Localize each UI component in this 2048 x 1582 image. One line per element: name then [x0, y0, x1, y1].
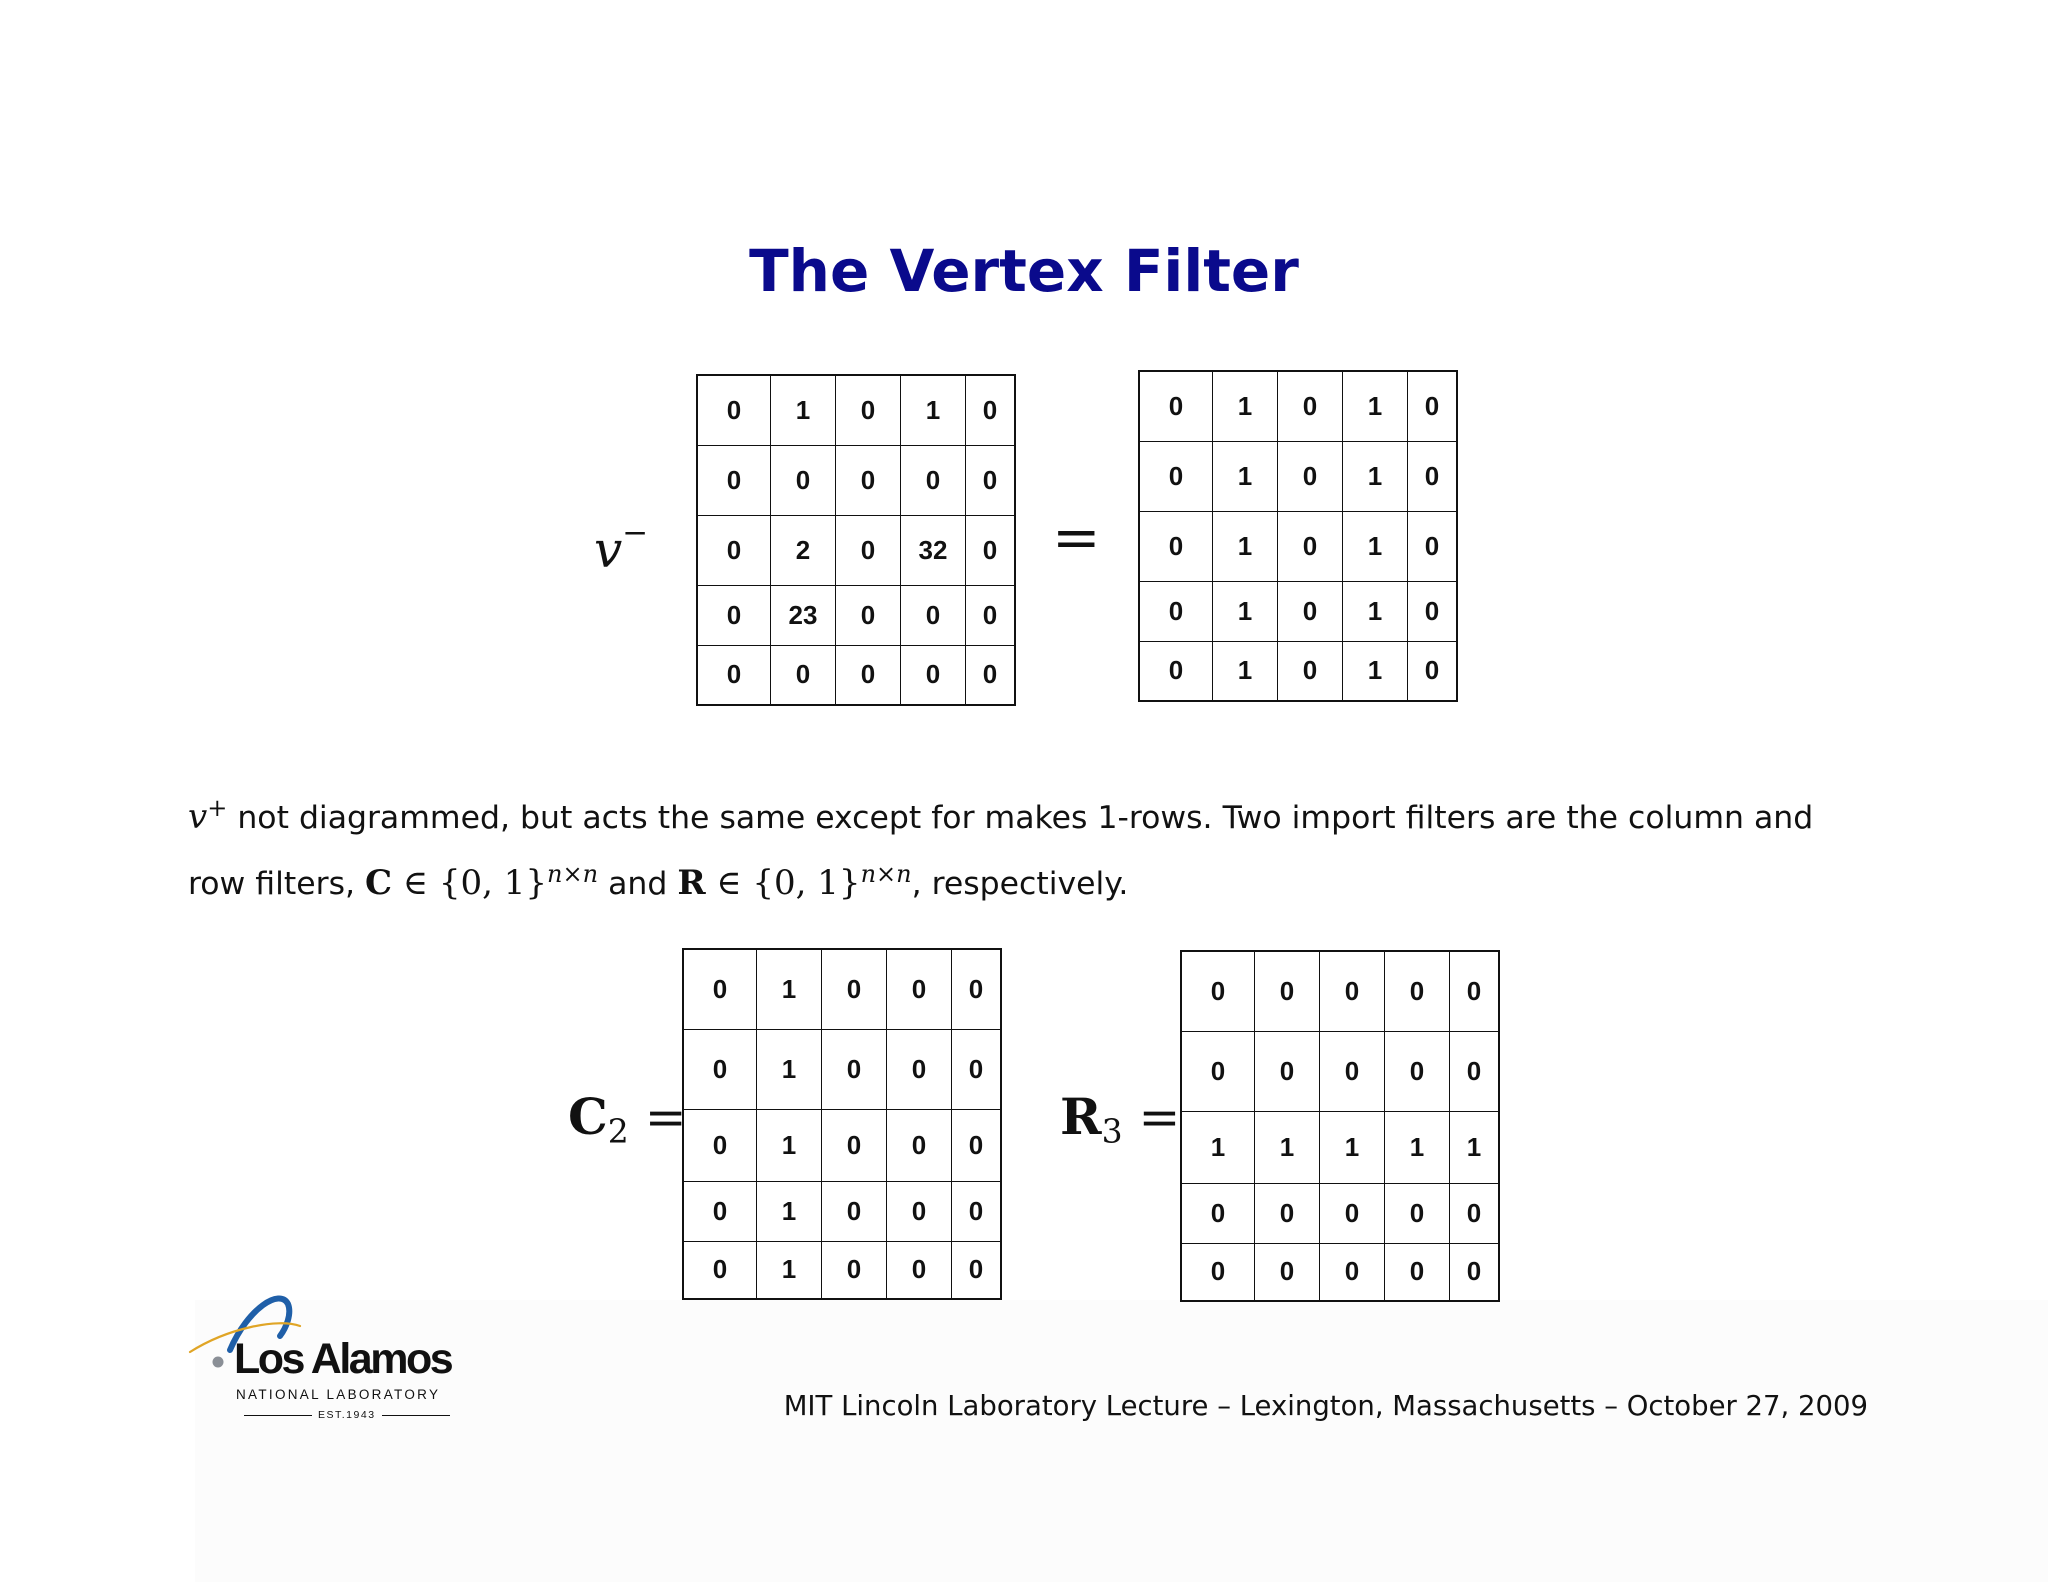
matrix-cell: 0	[1320, 1243, 1385, 1301]
matrix-cell: 0	[901, 645, 966, 705]
matrix-cell: 0	[1408, 371, 1458, 441]
matrix-row	[697, 515, 1015, 585]
r3-label	[1060, 1087, 1181, 1151]
matrix-cell: 0	[836, 445, 901, 515]
matrix-cell: 1	[901, 375, 966, 445]
matrix-cell: 0	[771, 445, 836, 515]
equals-sign-r: =	[1138, 1088, 1181, 1146]
matrix-cell: 0	[1450, 1183, 1500, 1243]
matrix-cell: 0	[836, 515, 901, 585]
minus-superscript: −	[622, 515, 649, 551]
matrix-cell: 1	[757, 1029, 822, 1109]
matrix-cell: 2	[771, 515, 836, 585]
matrix-cell: 1	[1343, 581, 1408, 641]
and-text: and	[598, 866, 678, 902]
matrix-cell: 0	[697, 515, 771, 585]
matrix-cell: 1	[757, 1181, 822, 1241]
matrix-cell: 0	[822, 1029, 887, 1109]
matrix-cell: 0	[1408, 511, 1458, 581]
matrix-cell: 1	[771, 375, 836, 445]
matrix-cell: 0	[1255, 1031, 1320, 1111]
matrix-row	[1181, 1031, 1499, 1111]
matrix-cell: 0	[1139, 441, 1213, 511]
matrix-row	[683, 1109, 1001, 1181]
r-symbol: R	[1060, 1087, 1102, 1146]
matrix-cell: 0	[836, 375, 901, 445]
c-subscript: 2	[607, 1111, 629, 1151]
matrix-cell: 0	[887, 949, 952, 1029]
matrix-cell: 0	[1385, 1243, 1450, 1301]
footer-text: MIT Lincoln Laboratory Lecture – Lexington, Massachusetts – October 27, 2009	[783, 1390, 1868, 1422]
matrix-cell: 23	[771, 585, 836, 645]
equals-sign-c: =	[644, 1088, 687, 1146]
matrix-cell: 0	[683, 1181, 757, 1241]
matrix-cell: 0	[1408, 441, 1458, 511]
matrix-cell: 0	[952, 1029, 1002, 1109]
matrix-cell: 1	[1181, 1111, 1255, 1183]
matrix-cell: 0	[1139, 641, 1213, 701]
matrix-row	[1181, 1243, 1499, 1301]
matrix-row	[1181, 951, 1499, 1031]
matrix-cell: 0	[683, 949, 757, 1029]
matrix-row	[1139, 511, 1457, 581]
input-matrix	[696, 374, 1016, 706]
matrix-row	[1181, 1111, 1499, 1183]
matrix-cell: 0	[1139, 581, 1213, 641]
matrix-cell: 0	[1181, 1243, 1255, 1301]
matrix-cell: 0	[1181, 1031, 1255, 1111]
matrix-cell: 32	[901, 515, 966, 585]
paragraph-line-1-text: not diagrammed, but acts the same except for makes 1-rows. Two import filters are the column and	[227, 800, 1814, 836]
slide-title: The Vertex Filter	[749, 237, 1299, 305]
matrix-cell: 1	[1213, 511, 1278, 581]
matrix-cell: 0	[1278, 371, 1343, 441]
matrix-cell: 0	[1320, 951, 1385, 1031]
matrix-cell: 0	[966, 645, 1016, 705]
matrix-cell: 0	[1255, 1183, 1320, 1243]
logo-established: EST.1943	[238, 1410, 454, 1421]
matrix-cell: 0	[1320, 1183, 1385, 1243]
matrix-cell: 1	[757, 949, 822, 1029]
matrix-cell: 0	[887, 1181, 952, 1241]
matrix-row	[1139, 441, 1457, 511]
v-minus-label	[594, 515, 649, 579]
matrix-cell: 0	[901, 445, 966, 515]
matrix-cell: 0	[1255, 1243, 1320, 1301]
matrix-cell: 0	[952, 1109, 1002, 1181]
equals-sign-top: =	[1052, 503, 1101, 571]
logo-wordmark: Los Alamos	[234, 1335, 452, 1383]
matrix-cell: 0	[697, 375, 771, 445]
matrix-cell: 0	[1450, 1031, 1500, 1111]
matrix-row	[1139, 581, 1457, 641]
paragraph-line-2	[188, 842, 1888, 917]
matrix-cell: 0	[1385, 951, 1450, 1031]
matrix-row	[1181, 1183, 1499, 1243]
matrix-cell: 1	[1213, 441, 1278, 511]
v-plus-symbol: v	[188, 797, 208, 837]
matrix-cell: 0	[1408, 581, 1458, 641]
matrix-cell: 0	[1408, 641, 1458, 701]
matrix-cell: 0	[697, 645, 771, 705]
c2-label	[568, 1087, 687, 1151]
matrix-cell: 0	[1450, 1243, 1500, 1301]
r-symbol-inline: R	[677, 863, 706, 903]
matrix-cell: 0	[1181, 1183, 1255, 1243]
matrix-cell: 0	[1278, 581, 1343, 641]
matrix-cell: 0	[683, 1029, 757, 1109]
matrix-cell: 0	[966, 515, 1016, 585]
set-superscript-r: n×n	[860, 860, 912, 888]
matrix-cell: 1	[1385, 1111, 1450, 1183]
matrix-cell: 0	[1278, 511, 1343, 581]
matrix-cell: 1	[757, 1241, 822, 1299]
v-symbol: v	[594, 520, 623, 579]
matrix-cell: 0	[836, 645, 901, 705]
paragraph-line-2-suffix: , respectively.	[911, 866, 1129, 902]
set-superscript-c: n×n	[547, 860, 599, 888]
matrix-cell: 0	[952, 1181, 1002, 1241]
matrix-row	[697, 375, 1015, 445]
matrix-cell: 1	[1343, 511, 1408, 581]
matrix-cell: 1	[1213, 581, 1278, 641]
matrix-cell: 0	[1385, 1183, 1450, 1243]
matrix-cell: 0	[901, 585, 966, 645]
matrix-cell: 0	[1255, 951, 1320, 1031]
matrix-cell: 0	[1181, 951, 1255, 1031]
matrix-cell: 0	[966, 585, 1016, 645]
matrix-row	[683, 1181, 1001, 1241]
matrix-row	[1139, 371, 1457, 441]
matrix-row	[683, 1241, 1001, 1299]
matrix-cell: 1	[1450, 1111, 1500, 1183]
c-symbol-inline: C	[365, 863, 393, 903]
matrix-cell: 0	[887, 1029, 952, 1109]
paragraph-line-1	[188, 776, 1888, 851]
c2-matrix	[682, 948, 1002, 1300]
matrix-cell: 1	[1343, 371, 1408, 441]
matrix-cell: 0	[683, 1109, 757, 1181]
matrix-cell: 0	[1139, 371, 1213, 441]
matrix-cell: 0	[771, 645, 836, 705]
matrix-cell: 0	[697, 585, 771, 645]
matrix-row	[697, 645, 1015, 705]
matrix-cell: 0	[822, 1181, 887, 1241]
matrix-row	[697, 585, 1015, 645]
matrix-cell: 0	[966, 375, 1016, 445]
matrix-cell: 0	[952, 1241, 1002, 1299]
matrix-cell: 0	[1320, 1031, 1385, 1111]
matrix-cell: 0	[822, 1241, 887, 1299]
r-subscript: 3	[1101, 1111, 1123, 1151]
set-notation-c: ∈ {0, 1}	[392, 863, 548, 903]
set-notation-r: ∈ {0, 1}	[705, 863, 861, 903]
footer-background	[195, 1300, 2048, 1582]
matrix-cell: 0	[887, 1109, 952, 1181]
los-alamos-logo	[188, 1290, 468, 1425]
matrix-cell: 1	[1255, 1111, 1320, 1183]
matrix-cell: 0	[683, 1241, 757, 1299]
matrix-cell: 0	[1139, 511, 1213, 581]
matrix-cell: 0	[836, 585, 901, 645]
matrix-cell: 1	[1343, 441, 1408, 511]
matrix-cell: 0	[1385, 1031, 1450, 1111]
matrix-row	[1139, 641, 1457, 701]
matrix-cell: 0	[1278, 441, 1343, 511]
matrix-cell: 0	[822, 949, 887, 1029]
matrix-cell: 1	[1320, 1111, 1385, 1183]
plus-superscript: +	[207, 794, 228, 822]
matrix-row	[683, 1029, 1001, 1109]
matrix-cell: 0	[822, 1109, 887, 1181]
matrix-cell: 1	[1213, 371, 1278, 441]
matrix-cell: 0	[697, 445, 771, 515]
output-matrix	[1138, 370, 1458, 702]
paragraph-line-2-prefix: row filters,	[188, 866, 366, 902]
gray-dot	[213, 1357, 224, 1368]
matrix-row	[697, 445, 1015, 515]
matrix-cell: 0	[952, 949, 1002, 1029]
matrix-cell: 1	[757, 1109, 822, 1181]
matrix-cell: 0	[1450, 951, 1500, 1031]
c-symbol: C	[568, 1087, 608, 1146]
r3-matrix	[1180, 950, 1500, 1302]
matrix-cell: 0	[966, 445, 1016, 515]
matrix-cell: 0	[1278, 641, 1343, 701]
matrix-row	[683, 949, 1001, 1029]
logo-subtitle: NATIONAL LABORATORY	[236, 1387, 441, 1402]
matrix-cell: 0	[887, 1241, 952, 1299]
matrix-cell: 1	[1213, 641, 1278, 701]
matrix-cell: 1	[1343, 641, 1408, 701]
